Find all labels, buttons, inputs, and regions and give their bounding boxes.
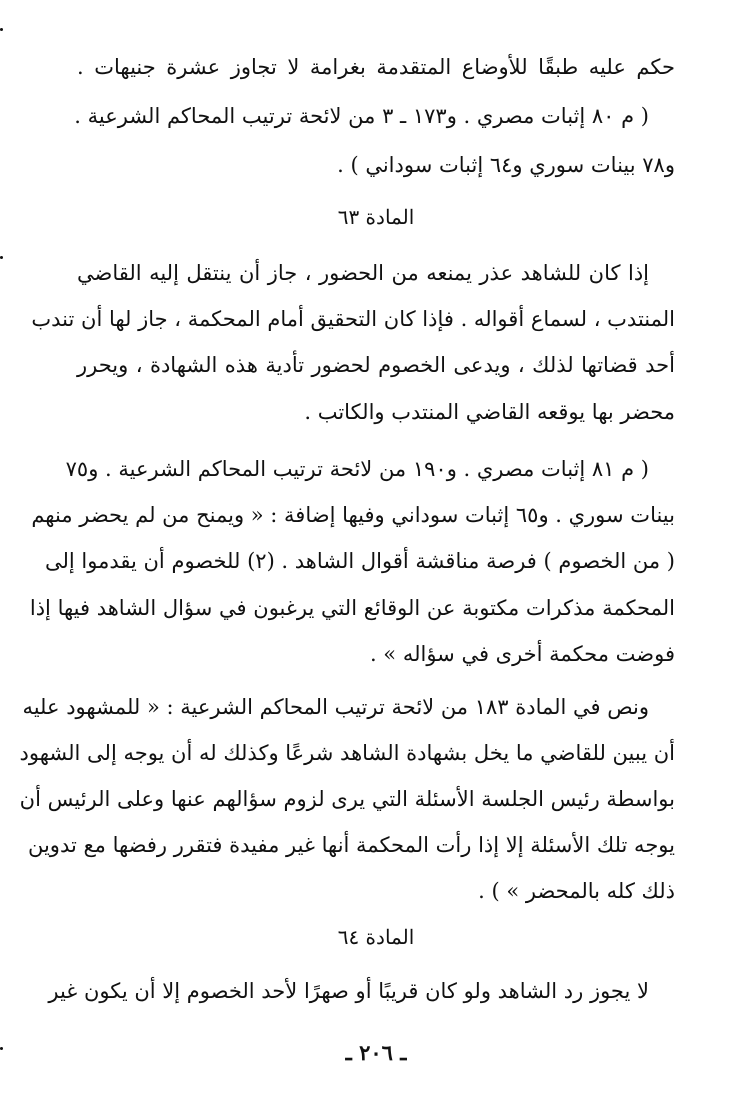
- text-line: أن يبين للقاضي ما يخل بشهادة الشاهد شرعًا وكذلك له أن يوجه إلى الشهود: [19, 741, 675, 765]
- text-line: لا يجوز رد الشاهد ولو كان قريبًا أو صهرًا لأحد الخصوم إلا أن يكون غير: [48, 979, 649, 1003]
- text-line: ونص في المادة ١٨٣ من لائحة ترتيب المحاكم الشرعية : « للمشهود عليه: [22, 695, 649, 719]
- text-line: المنتدب ، لسماع أقواله . فإذا كان التحقيق أمام المحكمة ، جاز لها أن تندب: [31, 307, 675, 331]
- text-line: إذا كان للشاهد عذر يمنعه من الحضور ، جاز أن ينتقل إليه القاضي: [77, 261, 649, 285]
- text-line: المحكمة مذكرات مكتوبة عن الوقائع التي يرغبون في سؤال الشاهد فيها إذا: [29, 596, 675, 620]
- text-line: فوضت محكمة أخرى في سؤاله » .: [369, 642, 675, 666]
- text-line: بينات سوري . و٦٥ إثبات سوداني وفيها إضافة : « ويمنح من لم يحضر منهم: [31, 503, 675, 527]
- page-number: ـ ٢٠٦ ـ: [345, 1040, 407, 1065]
- text-line: ذلك كله بالمحضر » ) .: [478, 879, 675, 903]
- scan-mark: [0, 28, 3, 31]
- text-line: حكم عليه طبقًا للأوضاع المتقدمة بغرامة لا تجاوز عشرة جنيهات .: [77, 55, 675, 79]
- text-line: ( م ٨١ إثبات مصري . و١٩٠ من لائحة ترتيب المحاكم الشرعية . و٧٥: [65, 457, 649, 481]
- scan-mark: [0, 256, 3, 259]
- text-line: و٧٨ بينات سوري و٦٤ إثبات سوداني ) .: [337, 153, 675, 177]
- article-heading: المادة ٦٤: [337, 925, 415, 949]
- text-line: محضر بها يوقعه القاضي المنتدب والكاتب .: [304, 400, 675, 424]
- text-line: بواسطة رئيس الجلسة الأسئلة التي يرى لزوم سؤالهم عنها وعلى الرئيس أن: [19, 787, 675, 811]
- article-heading: المادة ٦٣: [337, 205, 415, 229]
- text-line: يوجه تلك الأسئلة إلا إذا رأت المحكمة أنها غير مفيدة فتقرر رفضها مع تدوين: [27, 833, 675, 857]
- text-line: أحد قضاتها لذلك ، ويدعى الخصوم لحضور تأدية هذه الشهادة ، ويحرر: [77, 353, 675, 377]
- text-line: ( من الخصوم ) فرصة مناقشة أقوال الشاهد . (٢) للخصوم أن يقدموا إلى: [45, 549, 675, 573]
- text-line: ( م ٨٠ إثبات مصري . و١٧٣ ـ ٣ من لائحة ترتيب المحاكم الشرعية .: [74, 104, 649, 128]
- scan-mark: [0, 1047, 3, 1050]
